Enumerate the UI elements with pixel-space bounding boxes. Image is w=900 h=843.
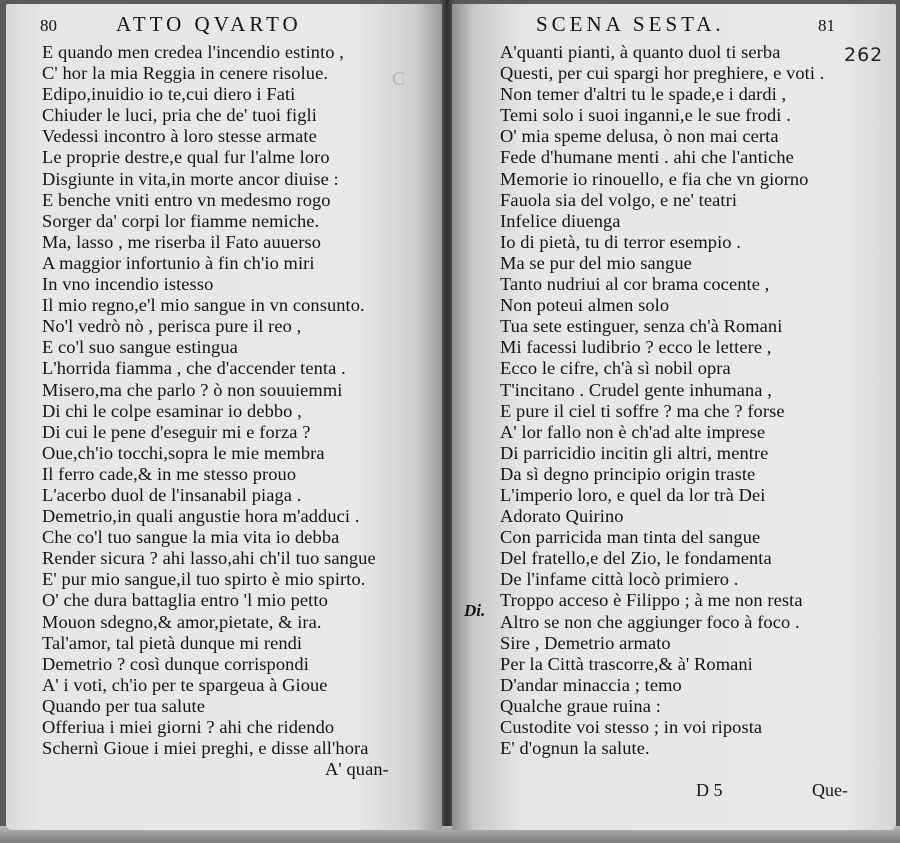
left-text-line: E benche vniti entro vn medesmo rogo xyxy=(42,189,331,210)
left-page-number: 80 xyxy=(40,16,57,35)
left-text-line: E' pur mio sangue,il tuo spirto è mio spirto. xyxy=(42,569,366,590)
right-text-line: Qualche graue ruina : xyxy=(500,695,661,716)
right-page-number: 81 xyxy=(818,16,835,35)
right-text-line: Del fratello,e del Zio, le fondamenta xyxy=(500,548,772,569)
left-text-line: Offeriua i miei giorni ? ahi che ridendo xyxy=(42,717,335,737)
right-text-line: Con parricida man tinta del sangue xyxy=(500,527,761,548)
signature-mark: D 5 xyxy=(696,780,723,800)
right-text-line: Da sì degno principio origin traste xyxy=(500,463,756,484)
left-text-line: Disgiunte in vita,in morte ancor diuise : xyxy=(42,168,339,189)
left-text-line: L'horrida fiamma , che d'accender tenta . xyxy=(42,358,346,379)
left-text-line: Le proprie destre,e qual fur l'alme loro xyxy=(42,147,330,168)
right-text-line: Ecco le cifre, ch'à sì nobil opra xyxy=(500,358,731,379)
right-text-line: Per la Città trascorre,& à' Romani xyxy=(500,653,753,674)
left-text-line: Demetrio,in quali angustie hora m'adduci . xyxy=(42,506,360,527)
left-running-header: ATTO QVARTO xyxy=(116,12,302,36)
left-text-line: Ma, lasso , me riserba il Fato auuerso xyxy=(42,231,322,252)
left-text-line: Render sicura ? ahi lasso,ahi ch'il tuo sangue xyxy=(42,548,376,569)
right-text-line: De l'infame città locò primiero . xyxy=(500,569,739,590)
right-text-line: Di parricidio incitin gli altri, mentre xyxy=(500,442,769,463)
left-text-line: Chiuder le luci, pria che de' tuoi figli xyxy=(42,105,317,126)
left-text-line: In vno incendio istesso xyxy=(42,274,214,295)
left-text-line: Il mio regno,e'l mio sangue in vn consunto. xyxy=(42,295,365,316)
left-text-line: Di cui le pene d'eseguir mi e forza ? xyxy=(42,421,311,442)
left-text-line: Oue,ch'io tocchi,sopra le mie membra xyxy=(42,442,325,463)
right-text-line: Sire , Demetrio armato xyxy=(500,632,671,653)
show-through-text: C xyxy=(392,68,406,90)
left-text-line: Quando per tua salute xyxy=(42,695,205,716)
left-text-line: Che co'l tuo sangue la mia vita io debba xyxy=(42,527,340,548)
left-text-line: Sorger da' corpi lor fiamme nemiche. xyxy=(42,210,320,231)
left-text-line: Misero,ma che parlo ? ò non souuiemmi xyxy=(42,379,343,400)
right-text-line: Tua sete estinguer, senza ch'à Romani xyxy=(500,316,783,337)
right-text-line: Fede d'humane menti . ahi che l'antiche xyxy=(500,147,794,168)
right-text-line: Mi facessi ludibrio ? ecco le lettere , xyxy=(500,337,772,358)
left-text-line: A maggior infortunio à fin ch'io miri xyxy=(42,252,315,273)
right-text-line: Troppo acceso è Filippo ; à me non resta xyxy=(500,590,803,611)
left-text-line: A' i voti, ch'io per te spargeua à Gioue xyxy=(42,674,328,695)
right-text-line: D'andar minaccia ; temo xyxy=(500,674,682,695)
right-text-line: Adorato Quirino xyxy=(500,506,624,527)
right-text-line: L'imperio loro, e quel da lor trà Dei xyxy=(500,484,766,505)
right-text-line: Fauola sia del volgo, e ne' teatri xyxy=(500,189,738,210)
right-text-line: Temi solo i suoi inganni,e le sue frodi . xyxy=(500,105,791,126)
right-text-line: E' d'ognun la salute. xyxy=(500,738,650,759)
left-text-line: Il ferro cade,& in me stesso prouo xyxy=(42,463,297,484)
right-text-line: O' mia speme delusa, ò non mai certa xyxy=(500,126,779,147)
right-text-line: T'incitano . Crudel gente inhumana , xyxy=(500,379,772,400)
left-text-block xyxy=(42,42,389,780)
right-text-line: Custodite voi stesso ; in voi riposta xyxy=(500,717,763,737)
left-text-line: Tal'amor, tal pietà dunque mi rendi xyxy=(42,632,303,653)
right-running-header: SCENA SESTA. xyxy=(536,12,725,36)
speaker-label: Di. xyxy=(464,601,486,620)
right-text-block xyxy=(500,42,824,759)
left-text-line: No'l vedrò nò , perisca pure il reo , xyxy=(42,316,302,337)
left-text-line: Di chi le colpe esaminar io debbo , xyxy=(42,400,302,421)
left-text-line: Schernì Gioue i miei preghi, e disse all'hora xyxy=(42,738,369,759)
left-text-line: Vedessi incontro à loro stesse armate xyxy=(42,126,317,147)
right-text-line: A' lor fallo non è ch'ad alte imprese xyxy=(500,421,766,442)
left-text-line: E quando men credea l'incendio estinto , xyxy=(42,42,344,62)
handwritten-annotation: 262 xyxy=(844,44,884,66)
right-text-line: A'quanti pianti, à quanto duol ti serba xyxy=(500,42,781,62)
right-text-line: Non temer d'altri tu le spade,e i dardi , xyxy=(500,84,787,105)
left-text-line: Demetrio ? così dunque corrispondi xyxy=(42,653,309,674)
right-catchword: Que- xyxy=(812,780,848,800)
right-text-line: Memorie io rinouello, e fia che vn giorno xyxy=(500,168,809,189)
right-text-line: Questi, per cui spargi hor preghiere, e voti . xyxy=(500,63,825,84)
left-page xyxy=(6,4,442,830)
right-page xyxy=(452,4,896,830)
left-text-line: O' che dura battaglia entro 'l mio petto xyxy=(42,590,328,611)
right-text-line: Io di pietà, tu di terror esempio . xyxy=(500,231,741,252)
right-text-line: E pure il ciel ti soffre ? ma che ? forse xyxy=(500,400,785,421)
right-text-line: Ma se pur del mio sangue xyxy=(500,252,692,273)
left-text-line: C' hor la mia Reggia in cenere risolue. xyxy=(42,63,329,84)
left-text-line: Edipo,inuidio io te,cui diero i Fati xyxy=(42,84,296,105)
left-text-line: E co'l suo sangue estingua xyxy=(42,337,238,358)
right-text-line: Altro se non che aggiunger foco à foco . xyxy=(500,611,800,632)
right-text-line: Tanto nudriui al cor brama cocente , xyxy=(500,274,770,295)
left-text-line: L'acerbo duol de l'insanabil piaga . xyxy=(42,484,302,505)
left-text-line: Mouon sdegno,& amor,pietate, & ira. xyxy=(42,611,322,632)
right-text-line: Infelice diuenga xyxy=(500,210,621,231)
left-catchword: A' quan- xyxy=(325,759,389,780)
right-text-line: Non poteui almen solo xyxy=(500,295,670,316)
